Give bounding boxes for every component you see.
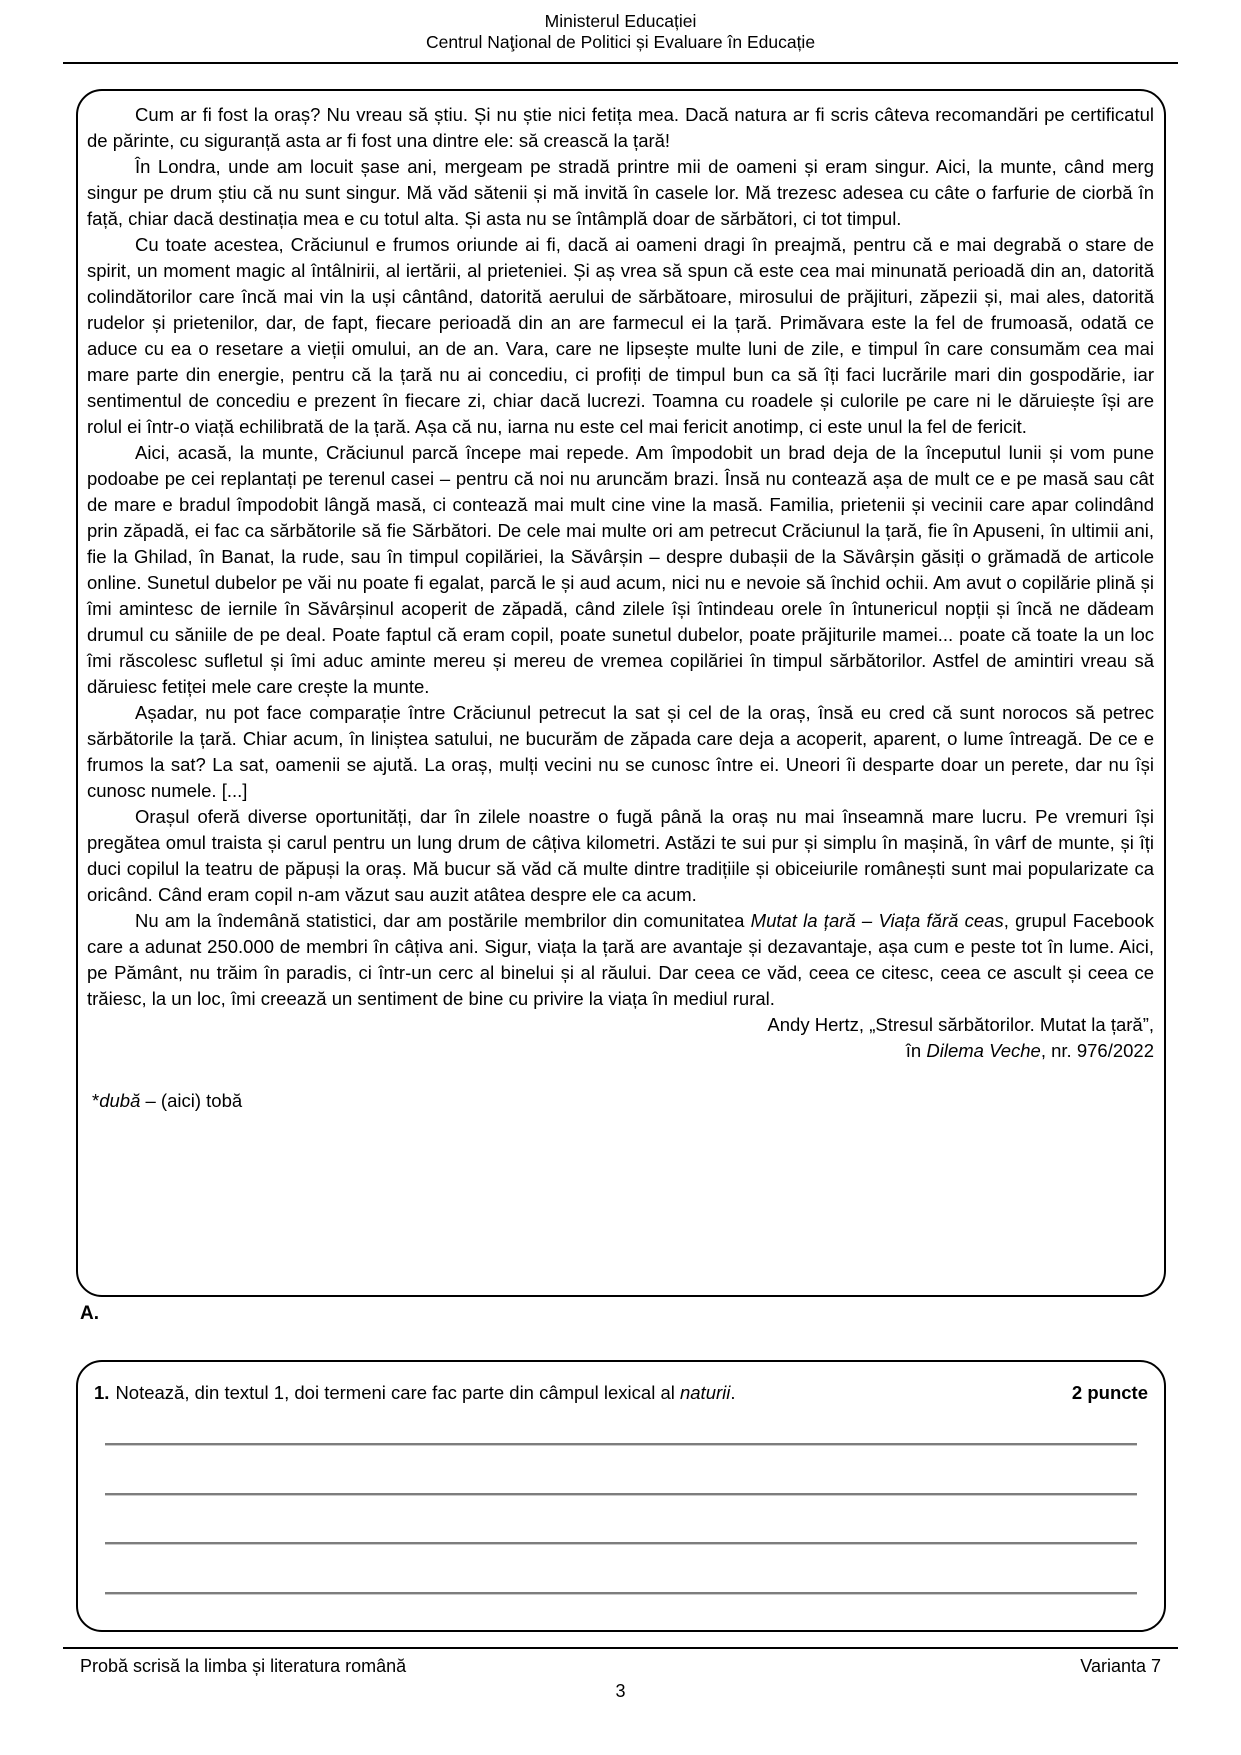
question-number: 1. xyxy=(94,1382,110,1403)
answer-line xyxy=(105,1493,1137,1496)
header-center: Centrul Naţional de Politici și Evaluare în Educație xyxy=(425,32,816,52)
passage-attribution xyxy=(87,1012,1154,1064)
page-header xyxy=(0,11,1241,53)
footer-rule xyxy=(63,1647,1178,1649)
attribution-line: în Dilema Veche, nr. 976/2022 xyxy=(905,1040,1154,1061)
question-box xyxy=(76,1360,1166,1632)
answer-line xyxy=(105,1592,1137,1595)
passage-paragraph: Aici, acasă, la munte, Crăciunul parcă începe mai repede. Am împodobit un brad deja de la începutul lunii și vom pune podoabe pe cei replantați pe terenul casei – pentru că noi nu aruncăm brazi. Însă nu contează așa de mult ce e pe masă sau cât de mare e bradul împodobit lângă masă, ci contează mai mult cine vine la masă. Familia, prietenii și vecinii care apar colindând prin zăpadă, ei fac ca sărbătorile să fie Sărbători. De cele mai multe ori am petrecut Crăciunul la țară, fie în Apuseni, în ultimii ani, fie la Ghilad, în Banat, la rude, sau în timpul copilăriei, la Săvârșin – despre dubașii de la Săvârșin găsiți o grămadă de articole online. Sunetul dubelor pe văi nu poate fi egalat, parcă le și aud acum, nici nu e nevoie să închid ochii. Am avut o copilărie plină și îmi amintesc de iernile în Săvârșinul acoperit de zăpadă, când zilele își întindeau orele în întunericul nopții și încă ne dădeam drumul cu săniile de pe deal. Poate faptul că eram copil, poate sunetul dubelor, poate prăjiturile mamei... poate că toate la un loc îmi răscolesc sufletul și îmi aduc aminte mereu și mereu de vremea copilăriei în timpul sărbătorilor. Astfel de amintiri vreau să dăruiesc fetiței mele care crește la munte. xyxy=(87,442,1154,697)
header-ministry: Ministerul Educației xyxy=(544,11,697,31)
passage-paragraph: Așadar, nu pot face comparație între Crăciunul petrecut la sat și cel de la oraș, însă eu cred că sunt norocos să petrec sărbătorile la țară. Chiar acum, în liniștea satului, ne bucurăm de zăpada care deja a acoperit, aparent, o lume întreagă. De ce e frumos la sat? La sat, oamenii se ajută. La oraș, mulți vecini nu se cunosc între ei. Uneori îi desparte doar un perete, dar nu își cunosc numele. [...] xyxy=(87,702,1154,801)
passage-footnote: *dubă – (aici) tobă xyxy=(92,1090,243,1111)
footer-exam-title: Probă scrisă la limba și literatura română xyxy=(80,1656,407,1676)
question-row xyxy=(94,1380,1148,1406)
passage-paragraph: Cu toate acestea, Crăciunul e frumos oriunde ai fi, dacă ai oameni dragi în preajmă, pentru că e mai degrabă o stare de spirit, un moment magic al întâlnirii, al iertării, al prieteniei. Și aș vrea să spun că este cea mai minunată perioadă din an, datorită colindătorilor care încă mai vin la uși cântând, datorită aerului de sărbătoare, mirosului de prăjituri, zăpezii și, mai ales, datorită rudelor și prietenilor, dar, de fapt, fiecare perioadă din an are farmecul ei la țară. Primăvara este la fel de frumoasă, odată ce aduce cu ea o resetare a vieții omului, an de an. Vara, care ne lipsește multe luni de zile, e timpul în care consumăm cea mai mare parte din energie, pentru că la țară nu ai concediu, ci profiți de timpul bun ca să îți faci lucrările mari din gospodărie, iar sentimentul de concediu e prezent în fiecare zi, chiar dacă lucrezi. Toamna cu roadele și culorile pe care ni le dăruiește își are rolul ei într-o viață echilibrată de la țară. Așa că nu, iarna nu este cel mai fericit anotimp, ci este unul la fel de fericit. xyxy=(87,234,1154,437)
passage-paragraph: Orașul oferă diverse oportunități, dar în zilele noastre o fugă până la oraș nu mai înseamnă mare lucru. Pe vremuri își pregătea omul traista și carul pentru un lung drum de câțiva kilometri. Astăzi te sui pur și simplu în mașină, în vârf de munte, și îți duci copilul la teatru de păpuși la oraș. Mă bucur să văd că multe dintre tradițiile și obiceiurile românești sunt mai popularizate ca oricând. Când eram copil n-am văzut sau auzit atâtea despre ele ca acum. xyxy=(87,806,1154,905)
answer-line xyxy=(105,1542,1137,1545)
attribution-line: Andy Hertz, „Stresul sărbătorilor. Mutat la țară”, xyxy=(767,1014,1154,1035)
reading-passage-box xyxy=(76,89,1166,1297)
passage-paragraphs xyxy=(87,102,1154,1012)
question-points: 2 puncte xyxy=(1071,1382,1148,1403)
answer-line xyxy=(105,1443,1137,1446)
question-text xyxy=(94,1380,1048,1406)
header-rule xyxy=(63,62,1178,64)
passage-paragraph: În Londra, unde am locuit șase ani, mergeam pe stradă printre mii de oameni și eram singur. Aici, la munte, când merg singur pe drum știu că nu sunt singur. Mă văd sătenii și mă invită în casele lor. Mă trezesc adesea cu câte o farfurie de ciorbă în față, chiar dacă destinația mea e cu totul alta. Și asta nu se întâmplă doar de sărbători, ci tot timpul. xyxy=(87,156,1154,229)
passage-paragraph: Cum ar fi fost la oraș? Nu vreau să știu. Și nu știe nici fetița mea. Dacă natura ar fi scris câteva recomandări pe certificatul de părinte, cu siguranță asta ar fi fost una dintre ele: să crească la țară! xyxy=(87,104,1154,151)
question-prompt: Notează, din textul 1, doi termeni care fac parte din câmpul lexical al naturii. xyxy=(115,1382,736,1403)
footer-variant: Varianta 7 xyxy=(1080,1656,1161,1676)
section-a-label: A. xyxy=(80,1303,99,1324)
passage-paragraph: Nu am la îndemână statistici, dar am postările membrilor din comunitatea Mutat la țară – Viața fără ceas, grupul Facebook care a adunat 250.000 de membri în câțiva ani. Sigur, viața la țară are avantaje și dezavantaje, așa cum e peste tot în lume. Aici, pe Pământ, nu trăim în paradis, ci într-un cerc al binelui și al răului. Dar ceea ce văd, ceea ce citesc, ceea ce ascult și ceea ce trăiesc, la un loc, îmi creează un sentiment de bine cu privire la viața în mediul rural. xyxy=(87,910,1155,1009)
page-number: 3 xyxy=(615,1681,626,1701)
